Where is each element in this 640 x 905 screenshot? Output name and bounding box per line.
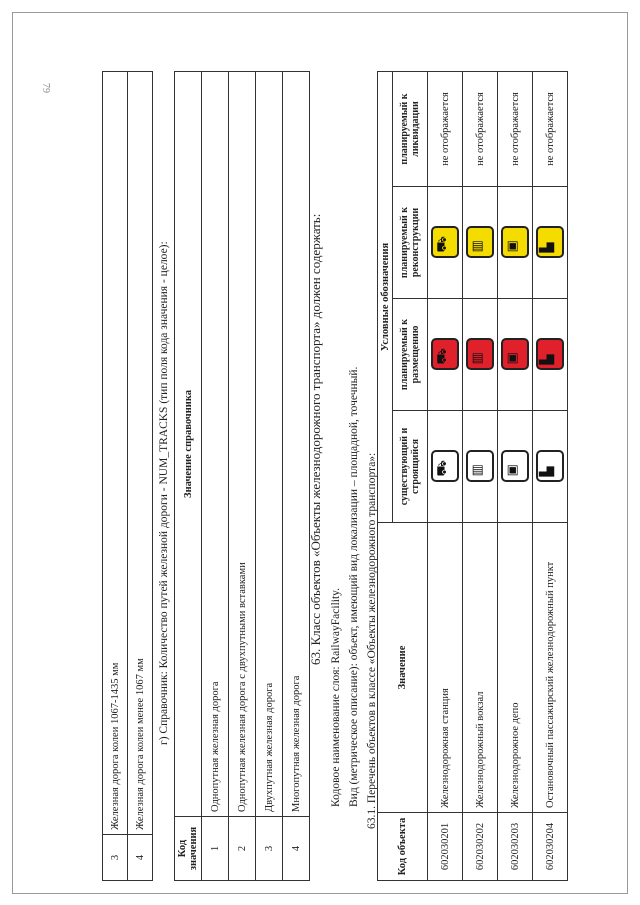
layer-name-text: Кодовое наименование слоя: RailwayFacility. xyxy=(330,587,342,807)
table-cell: 602030202 xyxy=(463,813,498,881)
station-icon: ⛟ xyxy=(431,339,459,371)
table-cell xyxy=(463,187,498,299)
table-cell: не отображается xyxy=(498,72,533,187)
column-header: планируемый к реконструкции xyxy=(393,187,428,299)
table-cell: 4 xyxy=(128,835,153,881)
table-cell: 602030203 xyxy=(498,813,533,881)
table-cell: 2 xyxy=(229,817,256,881)
section-heading: 63. Класс объектов «Объекты железнодорожного транспорта» должен содержать: xyxy=(308,213,323,665)
table-row xyxy=(202,72,229,881)
table-cell: не отображается xyxy=(428,72,463,187)
table-cell: не отображается xyxy=(533,72,568,187)
column-header: планируемый к размещению xyxy=(393,299,428,411)
table-cell: 602030201 xyxy=(428,813,463,881)
table-cell: Однопутная железная дорога xyxy=(202,72,229,817)
column-header: Код значения xyxy=(175,817,202,881)
depot-icon: ▣ xyxy=(501,227,529,259)
table-row xyxy=(103,72,128,881)
rotated-page xyxy=(12,5,622,895)
table-cell: не отображается xyxy=(463,72,498,187)
table-cell xyxy=(428,411,463,523)
table-header-row xyxy=(175,72,202,881)
dictionary-caption: г) Справочник: Количество путей железной дороги - NUM_TRACKS (тип поля кода значения - целое): xyxy=(158,241,170,745)
table-row xyxy=(229,72,256,881)
table-cell xyxy=(533,411,568,523)
column-header: планируемый к ликвидации xyxy=(393,72,428,187)
terminal-icon: ▥ xyxy=(466,451,494,483)
table-cell: Железная дорога колеи 1067-1435 мм xyxy=(103,72,128,835)
table-row xyxy=(256,72,283,881)
table-cell: 3 xyxy=(256,817,283,881)
table-cell: Двухпутная железная дорога xyxy=(256,72,283,817)
table-header-row xyxy=(378,72,393,881)
table-cell: Остановочный пассажирский железнодорожный пункт xyxy=(533,523,568,813)
table-cell: Железная дорога колеи менее 1067 мм xyxy=(128,72,153,835)
table-cell: Железнодорожное депо xyxy=(498,523,533,813)
list-caption: 63.1. Перечень объектов в классе «Объекты железнодорожного транспорта»: xyxy=(366,452,378,829)
station-icon: ⛟ xyxy=(431,451,459,483)
stop-icon: ▙ xyxy=(536,451,564,483)
column-header: Значение xyxy=(378,523,428,813)
table-cell: Многопутная железная дорога xyxy=(283,72,310,817)
table-cell xyxy=(533,299,568,411)
column-header: Условные обозначения xyxy=(378,72,393,523)
table-row xyxy=(428,72,463,881)
table-row xyxy=(498,72,533,881)
table-cell: 1 xyxy=(202,817,229,881)
table-cell xyxy=(463,299,498,411)
table-cell xyxy=(428,299,463,411)
table-cell xyxy=(498,187,533,299)
table-cell: 3 xyxy=(103,835,128,881)
table-cell xyxy=(533,187,568,299)
previous-table xyxy=(102,71,153,881)
dictionary-table xyxy=(174,71,310,881)
table-row xyxy=(128,72,153,881)
metric-text: Вид (метрическое описание): объект, имеющий вид локализации – площадной, точечный. xyxy=(348,366,360,807)
objects-table xyxy=(377,71,568,881)
table-cell: 602030204 xyxy=(533,813,568,881)
table-cell xyxy=(428,187,463,299)
depot-icon: ▣ xyxy=(501,451,529,483)
table-cell: Железнодорожный вокзал xyxy=(463,523,498,813)
table-row xyxy=(533,72,568,881)
terminal-icon: ▥ xyxy=(466,339,494,371)
table-cell xyxy=(498,411,533,523)
column-header: существующий и строящийся xyxy=(393,411,428,523)
column-header: Значение справочника xyxy=(175,72,202,817)
station-icon: ⛟ xyxy=(431,227,459,259)
table-cell xyxy=(498,299,533,411)
column-header: Код объекта xyxy=(378,813,428,881)
page-number: 79 xyxy=(40,83,51,93)
table-row xyxy=(463,72,498,881)
table-cell xyxy=(463,411,498,523)
depot-icon: ▣ xyxy=(501,339,529,371)
stop-icon: ▙ xyxy=(536,227,564,259)
table-row xyxy=(283,72,310,881)
stop-icon: ▙ xyxy=(536,339,564,371)
table-cell: Однопутная железная дорога с двухпутными вставками xyxy=(229,72,256,817)
table-cell: 4 xyxy=(283,817,310,881)
terminal-icon: ▥ xyxy=(466,227,494,259)
table-cell: Железнодорожная станция xyxy=(428,523,463,813)
